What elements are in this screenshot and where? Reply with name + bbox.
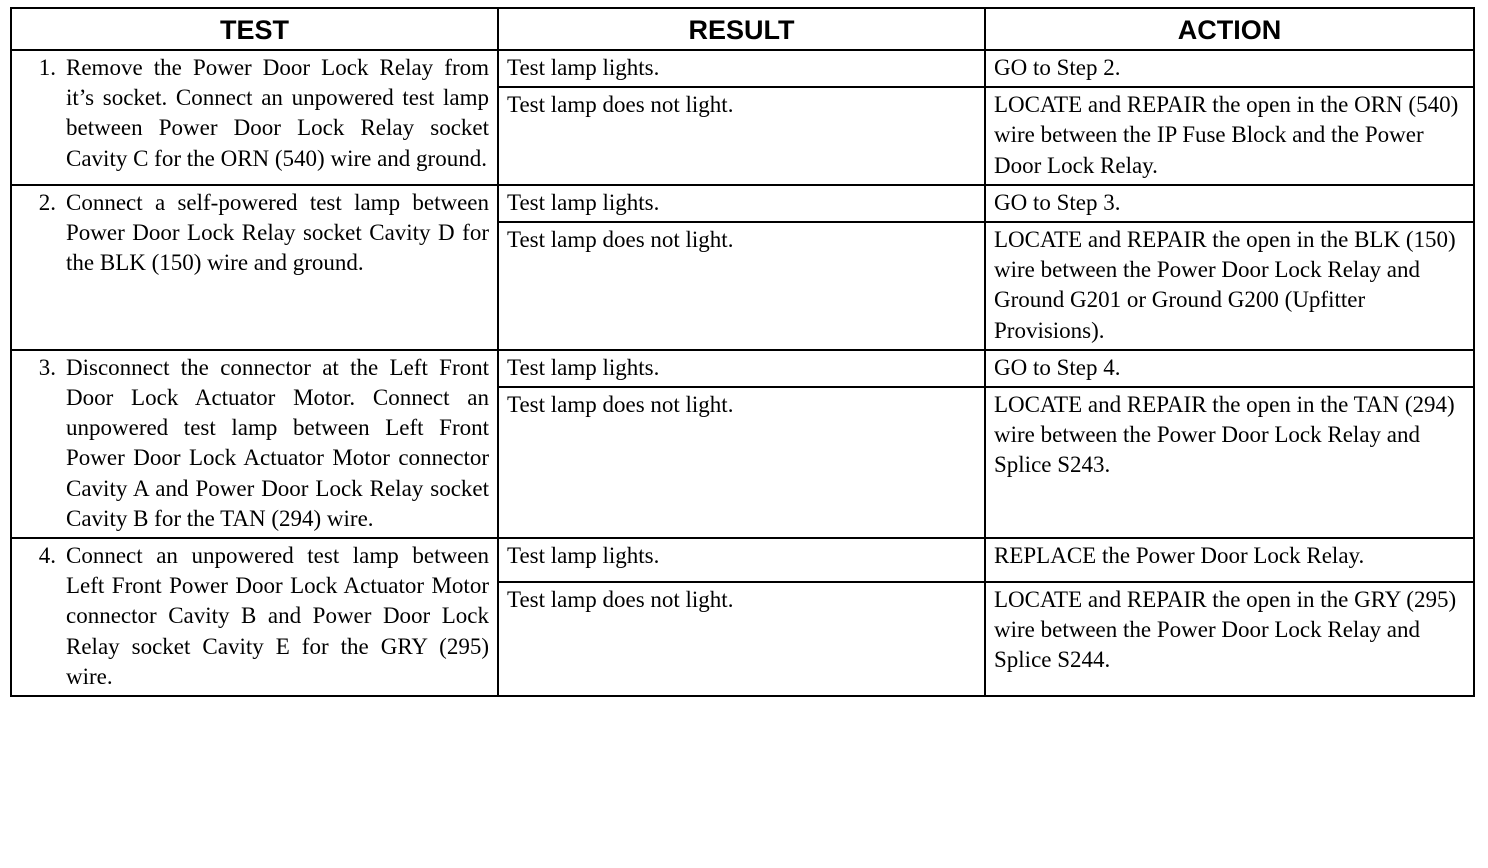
step-4-row-a — [11, 538, 1474, 582]
action-cell: REPLACE the Power Door Lock Relay. — [985, 538, 1474, 582]
action-cell: LOCATE and REPAIR the open in the TAN (294) wire between the Power Door Lock Relay and Splice S243. — [985, 387, 1474, 538]
step-1-row-a — [11, 50, 1474, 87]
result-cell: Test lamp does not light. — [498, 87, 985, 185]
step-test-text: Connect a self-powered test lamp between Power Door Lock Relay socket Cavity D for the BLK (150) wire and ground. — [66, 189, 489, 276]
result-cell: Test lamp does not light. — [498, 387, 985, 538]
header-action: ACTION — [985, 8, 1474, 50]
action-cell: LOCATE and REPAIR the open in the ORN (540) wire between the IP Fuse Block and the Power Door Lock Relay. — [985, 87, 1474, 185]
step-number: 1. — [38, 55, 56, 80]
step-1-test-cell — [11, 50, 498, 185]
step-test-text: Connect an unpowered test lamp between Left Front Power Door Lock Actuator Motor connector Cavity B and Power Door Lock Relay socket Cavity E for the GRY (295) wire. — [66, 543, 489, 689]
result-cell: Test lamp lights. — [498, 350, 985, 387]
diagnostic-table — [10, 7, 1475, 697]
header-row — [11, 8, 1474, 50]
step-3-test-cell — [11, 350, 498, 538]
step-2-test-cell — [11, 185, 498, 350]
step-number: 3. — [38, 354, 56, 380]
step-number: 2. — [38, 189, 56, 215]
step-2-row-a — [11, 185, 1474, 222]
step-test-text: Disconnect the connector at the Left Front Door Lock Actuator Motor. Connect an unpowered test lamp between Left Front Power Door Lock Actuator Motor connector Cavity A and Power Door Lock Relay socket Cavity B for the TAN (294) wire. — [66, 354, 489, 531]
action-cell: GO to Step 4. — [985, 350, 1474, 387]
action-cell: GO to Step 3. — [985, 185, 1474, 222]
step-3-row-a — [11, 350, 1474, 387]
step-test-text: Remove the Power Door Lock Relay from it’s socket. Connect an unpowered test lamp between Power Door Lock Relay socket Cavity C for the ORN (540) wire and ground. — [66, 55, 489, 171]
result-cell: Test lamp does not light. — [498, 582, 985, 696]
header-test: TEST — [11, 8, 498, 50]
step-number: 4. — [38, 543, 56, 569]
step-4-test-cell — [11, 538, 498, 696]
action-cell: LOCATE and REPAIR the open in the GRY (295) wire between the Power Door Lock Relay and Splice S244. — [985, 582, 1474, 696]
result-cell: Test lamp lights. — [498, 185, 985, 222]
result-cell: Test lamp lights. — [498, 538, 985, 582]
result-cell: Test lamp does not light. — [498, 222, 985, 350]
result-cell: Test lamp lights. — [498, 50, 985, 87]
action-cell: LOCATE and REPAIR the open in the BLK (150) wire between the Power Door Lock Relay and Ground G201 or Ground G200 (Upfitter Provisions). — [985, 222, 1474, 350]
action-cell: GO to Step 2. — [985, 50, 1474, 87]
header-result: RESULT — [498, 8, 985, 50]
